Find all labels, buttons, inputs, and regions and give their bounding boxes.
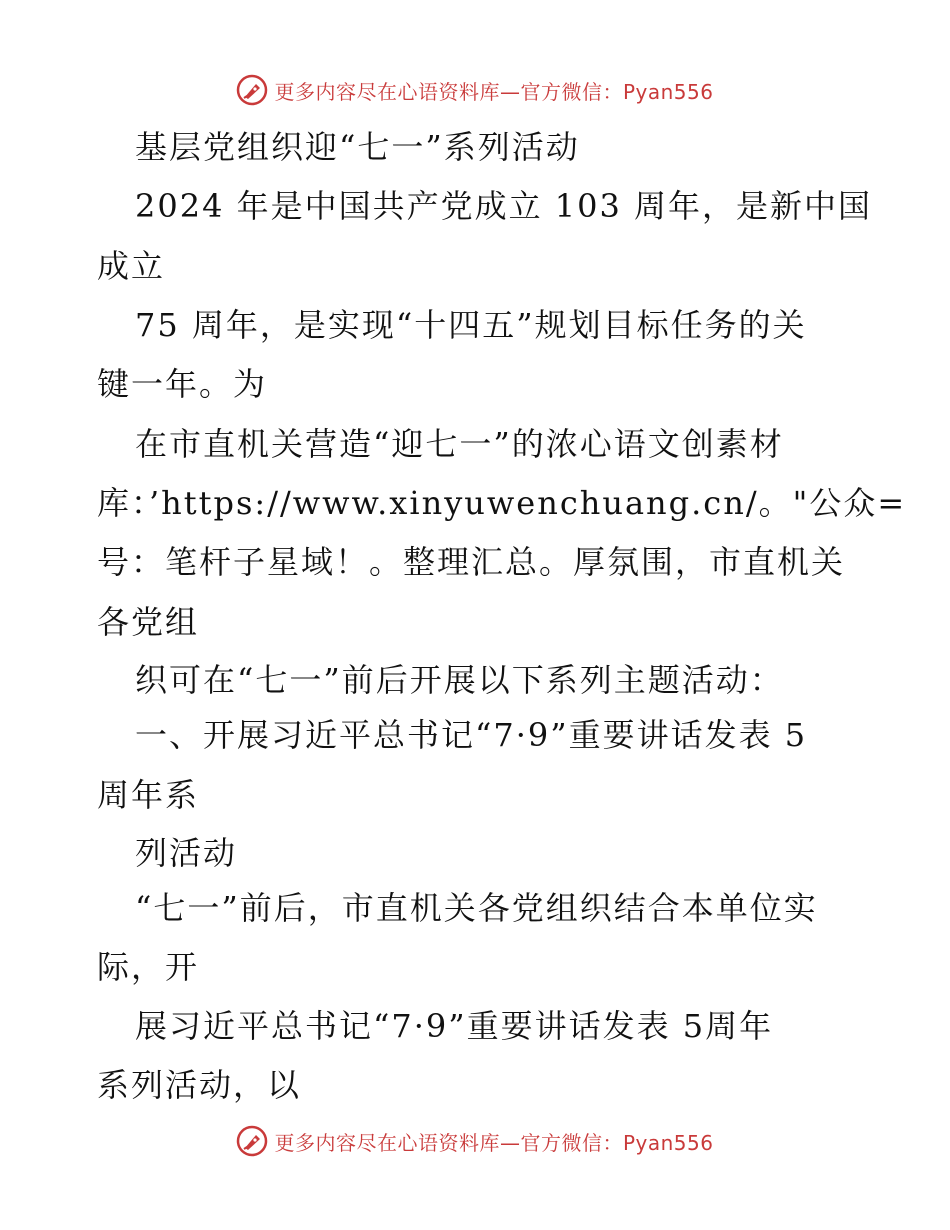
- section-heading: 一、开展习近平总书记“7·9”重要讲话发表 5: [135, 716, 808, 754]
- paragraph-line: 库：’https://www.xinyuwenchuang.cn/。"公众=: [97, 484, 907, 522]
- paragraph-line: 2024 年是中国共产党成立 103 周年，是新中国: [135, 187, 873, 225]
- pen-nib-logo-icon: [236, 74, 268, 106]
- document-title: 基层党组织迎“七一”系列活动: [135, 128, 580, 166]
- paragraph-line: 展习近平总书记“7·9”重要讲话发表 5周年: [135, 1007, 774, 1045]
- paragraph-line: “七一”前后，市直机关各党组织结合本单位实: [135, 889, 818, 927]
- paragraph-line: 际，开: [97, 948, 200, 986]
- header-banner: [0, 70, 950, 110]
- footer-banner: [0, 1121, 950, 1161]
- paragraph-line: 在市直机关营造“迎七一”的浓心语文创素材: [135, 425, 784, 463]
- paragraph-line: 成立: [97, 247, 166, 285]
- paragraph-line: 织可在“七一”前后开展以下系列主题活动：: [135, 661, 784, 699]
- paragraph-line: 键一年。为: [97, 365, 268, 403]
- section-heading: 列活动: [135, 834, 238, 872]
- paragraph-line: 号：笔杆子星域！。整理汇总。厚氛围，市直机关: [97, 543, 846, 581]
- pen-nib-logo-icon: [236, 1125, 268, 1157]
- paragraph-line: 75 周年，是实现“十四五”规划目标任务的关: [135, 306, 807, 344]
- footer-banner-text: 更多内容尽在心语资料库—官方微信：Pyan556: [274, 1130, 714, 1155]
- paragraph-line: 各党组: [97, 603, 200, 641]
- paragraph-line: 系列活动，以: [97, 1066, 302, 1104]
- header-banner-text: 更多内容尽在心语资料库—官方微信：Pyan556: [274, 79, 714, 104]
- section-heading: 周年系: [97, 776, 200, 814]
